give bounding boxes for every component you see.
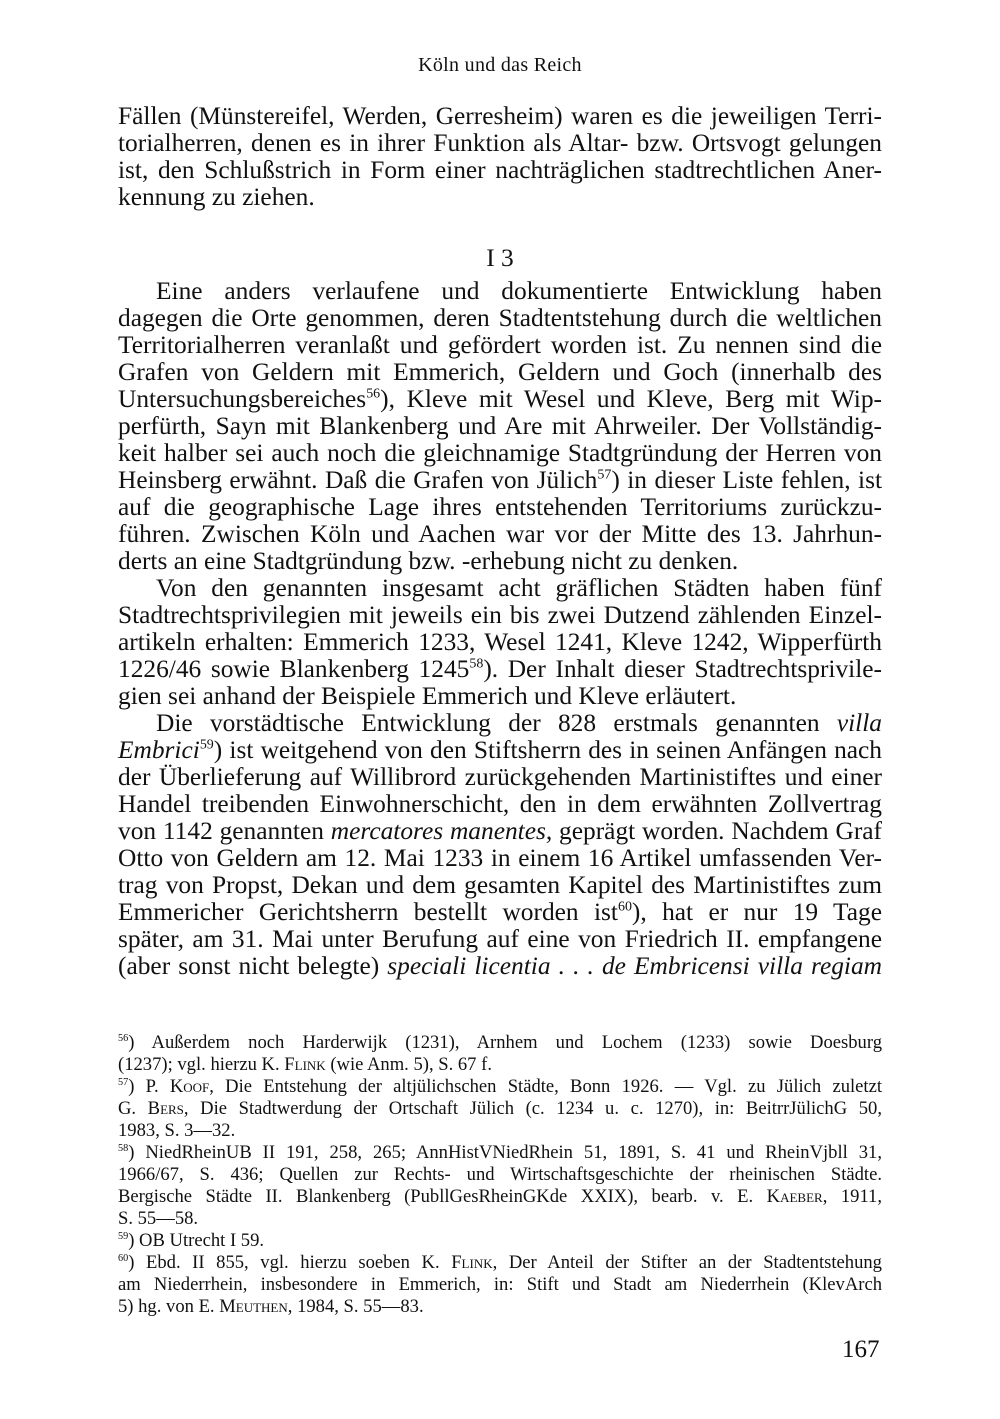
text-line: Grafen von Geldern mit Emmerich, Geldern und Goch (innerhalb des xyxy=(118,358,882,386)
footnote-59 xyxy=(118,1230,882,1252)
text-line: Territorialherren veranlaßt und gefördert worden ist. Zu nennen sind die xyxy=(118,331,882,359)
author-name: Meuthen xyxy=(219,1296,288,1317)
text-line xyxy=(118,467,882,494)
text-line: Handel treibenden Einwohnerschicht, den in dem erwähnten Zollvertrag xyxy=(118,790,882,818)
text-segment: ), hat er nur 19 Tage xyxy=(631,898,882,926)
footnote-60 xyxy=(118,1252,882,1274)
footnote-ref: 56 xyxy=(366,386,381,402)
paragraph-1 xyxy=(118,278,882,575)
author-name: Flink xyxy=(451,1252,493,1273)
running-header: Köln und das Reich xyxy=(418,54,582,76)
footnote-line: am Niederrhein, insbesondere in Emmerich, in: Stift und Stadt am Niederrhein (KlevArch xyxy=(118,1274,882,1295)
footnote-line: 1983, S. 3—32. xyxy=(118,1120,236,1141)
text-segment: (aber sonst nicht belegte) xyxy=(118,952,388,980)
text-segment: von 1142 genannten xyxy=(118,817,331,845)
text-line: kennung zu ziehen. xyxy=(118,183,315,211)
footnote-ref: 58 xyxy=(469,656,484,672)
text-segment: , Die Stadtwerdung der Ortschaft Jülich (c. 1234 u. c. 1270), in: BeitrrJülichG 50, xyxy=(183,1098,882,1119)
text-line: keit halber sei auch noch die gleichnamige Stadtgründung der Herren von xyxy=(118,439,882,467)
footnote-line xyxy=(118,1054,882,1076)
text-line: derts an eine Stadtgründung bzw. -erhebung nicht zu denken. xyxy=(118,547,739,575)
footnote-line: S. 55—58. xyxy=(118,1208,199,1229)
text-line: Stadtrechtsprivilegien mit jeweils ein bis zwei Dutzend zählenden Einzel- xyxy=(118,601,882,629)
text-line: dagegen die Orte genommen, deren Stadtentstehung durch die weltlichen xyxy=(118,304,882,332)
footnote-marker: 57 xyxy=(118,1076,129,1088)
text-segment: , Die Entstehung der altjülichschen Städte, Bonn 1926. — Vgl. zu Jülich zuletzt xyxy=(209,1076,882,1097)
paragraph-2 xyxy=(118,575,882,710)
text-segment: (wie Anm. 5), S. 67 f. xyxy=(325,1054,492,1075)
footnote-58 xyxy=(118,1142,882,1164)
author-name: Flink xyxy=(284,1054,326,1075)
text-segment: geprägt worden. Nachdem Graf xyxy=(552,817,882,845)
text-line: Otto von Geldern am 12. Mai 1233 in einem 16 Artikel umfassenden Ver- xyxy=(118,844,882,872)
footnote-marker: 60 xyxy=(118,1252,129,1264)
footnote-marker: 56 xyxy=(118,1032,129,1044)
text-line: Eine anders verlaufene und dokumentierte Entwicklung haben xyxy=(156,277,882,305)
text-line xyxy=(118,710,882,737)
footnote-ref: 57 xyxy=(597,467,612,483)
text-line xyxy=(118,818,882,845)
footnote-line xyxy=(118,1098,882,1120)
text-segment: ) NiedRheinUB II 191, 258, 265; AnnHistVNiedRhein 51, 1891, S. 41 und RheinVjbll 31, xyxy=(128,1142,882,1163)
italic-term: villa xyxy=(836,709,882,737)
text-segment: ), Kleve mit Wesel und Kleve, Berg mit Wip- xyxy=(380,385,882,413)
footnote-56 xyxy=(118,1032,882,1054)
text-line xyxy=(118,737,882,764)
text-segment: (1237); vgl. hierzu K. xyxy=(118,1054,285,1075)
text-segment: Untersuchungsbereiches xyxy=(118,385,367,413)
text-segment: 1226/46 sowie Blankenberg 1245 xyxy=(118,655,470,683)
author-name: Koof xyxy=(169,1076,210,1097)
text-segment: Bergische Städte II. Blankenberg (PubllGesRheinGKde XXIX), bearb. v. E. xyxy=(118,1186,767,1207)
text-segment: , Der Anteil der Stifter an der Stadtentstehung xyxy=(492,1252,882,1273)
text-line: perfürth, Sayn mit Blankenberg und Are mit Ahrweiler. Der Vollständig- xyxy=(118,412,882,440)
text-line: führen. Zwischen Köln und Aachen war vor der Mitte des 13. Jahrhun- xyxy=(118,520,882,548)
paragraph-3 xyxy=(118,710,882,980)
text-line: gien sei anhand der Beispiele Emmerich und Kleve erläutert. xyxy=(118,682,737,710)
page-number: 167 xyxy=(842,1336,880,1363)
text-segment: Emmericher Gerichtsherrn bestellt worden ist xyxy=(118,898,618,926)
text-line xyxy=(118,386,882,413)
text-line xyxy=(118,899,882,926)
text-line: auf die geographische Lage ihres entstehenden Territoriums zurückzu- xyxy=(118,493,882,521)
footnote-marker: 59 xyxy=(118,1230,129,1242)
footnote-line: 1966/67, S. 436; Quellen zur Rechts- und Wirtschaftsgeschichte der rheinischen Städte. xyxy=(118,1164,882,1185)
text-line: Von den genannten insgesamt acht gräflichen Städten haben fünf xyxy=(156,574,882,602)
footnote-ref: 59 xyxy=(199,737,214,753)
text-line: artikeln erhalten: Emmerich 1233, Wesel 1241, Kleve 1242, Wipperfürth xyxy=(118,628,882,656)
footnote-ref: 60 xyxy=(617,899,632,915)
text-segment: ) P. xyxy=(128,1076,170,1097)
text-segment: Heinsberg erwähnt. Daß die Grafen von Jülich xyxy=(118,466,598,494)
text-segment: ) ist weitgehend von den Stiftsherrn des in seinen Anfängen nach xyxy=(213,736,882,764)
italic-term: speciali licentia . . . de Embricensi villa regiam xyxy=(387,952,882,980)
section-heading: I 3 xyxy=(486,244,514,272)
text-segment: ) Außerdem noch Harderwijk (1231), Arnhem und Lochem (1233) sowie Doesburg xyxy=(128,1032,882,1053)
italic-term: Embrici xyxy=(118,736,200,764)
text-segment: ) OB Utrecht I 59. xyxy=(128,1230,265,1251)
text-line: später, am 31. Mai unter Berufung auf eine von Friedrich II. empfangene xyxy=(118,925,882,953)
footnote-line xyxy=(118,1186,882,1208)
text-segment: ). Der Inhalt dieser Stadtrechtsprivile- xyxy=(483,655,882,683)
text-segment: G. xyxy=(118,1098,148,1119)
italic-term: mercatores manentes, xyxy=(330,817,553,845)
author-name: Kaeber xyxy=(766,1186,823,1207)
text-line: ist, den Schlußstrich in Form einer nachträglichen stadtrechtlichen Aner- xyxy=(118,156,882,184)
text-line: trag von Propst, Dekan und dem gesamten Kapitel des Martinistiftes zum xyxy=(118,871,882,899)
text-segment: 5) hg. von E. xyxy=(118,1296,220,1317)
text-segment: ) Ebd. II 855, vgl. hierzu soeben K. xyxy=(128,1252,452,1273)
footnote-57 xyxy=(118,1076,882,1098)
footnote-line xyxy=(118,1296,882,1318)
text-line: Fällen (Münstereifel, Werden, Gerresheim) waren es die jeweiligen Terri- xyxy=(118,102,882,130)
text-line xyxy=(118,656,882,683)
text-segment: , 1984, S. 55—83. xyxy=(287,1296,424,1317)
author-name: Bers xyxy=(147,1098,184,1119)
text-line xyxy=(118,953,882,980)
text-line: der Überlieferung auf Willibrord zurückgehenden Martinistiftes und einer xyxy=(118,763,882,791)
text-segment: ) in dieser Liste fehlen, ist xyxy=(611,466,883,494)
paragraph-continuation xyxy=(118,103,882,211)
text-segment: Die vorstädtische Entwicklung der 828 erstmals genannten xyxy=(156,709,837,737)
footnote-marker: 58 xyxy=(118,1142,129,1154)
footnotes xyxy=(118,1032,882,1318)
text-segment: , 1911, xyxy=(822,1186,882,1207)
text-line: torialherren, denen es in ihrer Funktion als Altar- bzw. Ortsvogt gelungen xyxy=(118,129,882,157)
